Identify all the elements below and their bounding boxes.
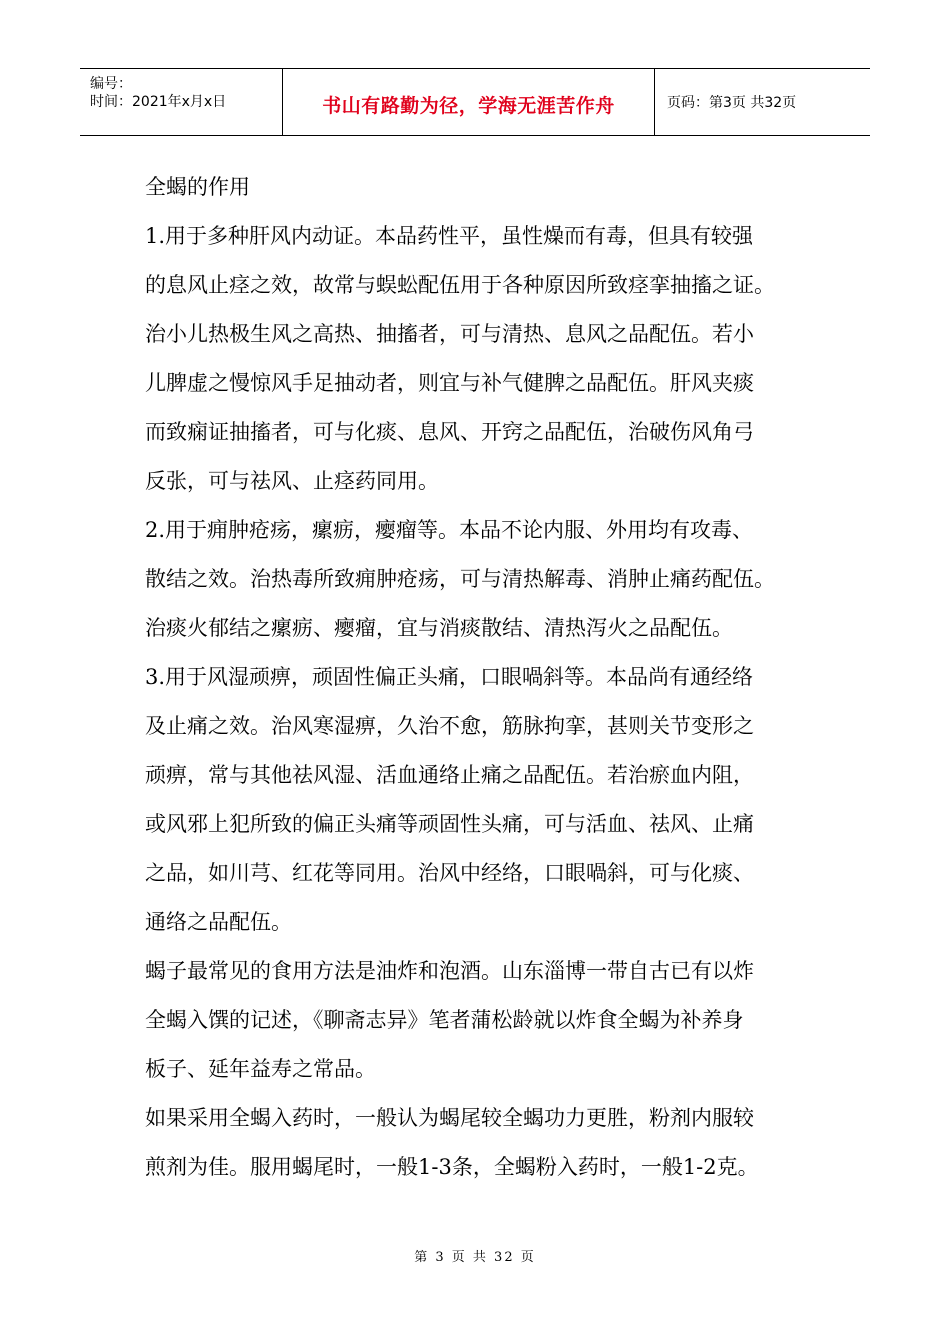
body-line: 如果采用全蝎入药时，一般认为蝎尾较全蝎功力更胜，粉剂内服较: [145, 1106, 754, 1130]
body-line: 板子、延年益寿之常品。: [145, 1057, 376, 1081]
page-footer: 第 3 页 共 32 页: [414, 1250, 536, 1265]
body-line: 煎剂为佳。服用蝎尾时，一般1-3条，全蝎粉入药时，一般1-2克。: [145, 1155, 759, 1179]
document-header: [80, 68, 870, 136]
body-line: 反张，可与祛风、止痉药同用。: [145, 469, 439, 493]
document-title: 全蝎的作用: [145, 175, 250, 199]
body-line: 治小儿热极生风之高热、抽搐者，可与清热、息风之品配伍。若小: [145, 322, 754, 346]
body-line: 之品，如川芎、红花等同用。治风中经络，口眼喎斜，可与化痰、: [145, 861, 754, 885]
body-line: 儿脾虚之慢惊风手足抽动者，则宜与补气健脾之品配伍。肝风夹痰: [145, 371, 754, 395]
body-line: 散结之效。治热毒所致痈肿疮疡，可与清热解毒、消肿止痛药配伍。: [145, 567, 775, 591]
body-line: 2.用于痈肿疮疡，瘰疬，瘿瘤等。本品不论内服、外用均有攻毒、: [145, 518, 754, 542]
body-line: 的息风止痉之效，故常与蜈蚣配伍用于各种原因所致痉挛抽搐之证。: [145, 273, 775, 297]
number-label: 编号：: [90, 76, 132, 92]
header-motto-cell: [283, 69, 655, 135]
header-page-cell: [655, 69, 870, 135]
date-label: 时间：2021年x月x日: [90, 94, 227, 110]
body-line: 全蝎入馔的记述，《聊斋志异》笔者蒲松龄就以炸食全蝎为补养身: [145, 1008, 744, 1032]
body-line: 3.用于风湿顽痹，顽固性偏正头痛，口眼喎斜等。本品尚有通经络: [145, 665, 754, 689]
body-line: 1.用于多种肝风内动证。本品药性平，虽性燥而有毒，但具有较强: [145, 224, 754, 248]
body-line: 顽痹，常与其他祛风湿、活血通络止痛之品配伍。若治瘀血内阻，: [145, 763, 754, 787]
body-line: 或风邪上犯所致的偏正头痛等顽固性头痛，可与活血、祛风、止痛: [145, 812, 754, 836]
header-meta-cell: [80, 69, 283, 135]
body-line: 而致痫证抽搐者，可与化痰、息风、开窍之品配伍，治破伤风角弓: [145, 420, 754, 444]
body-line: 通络之品配伍。: [145, 910, 292, 934]
page-info: 页码：第3页 共32页: [667, 95, 797, 111]
body-line: 及止痛之效。治风寒湿痹，久治不愈，筋脉拘挛，甚则关节变形之: [145, 714, 754, 738]
body-line: 治痰火郁结之瘰疬、瘿瘤，宜与消痰散结、清热泻火之品配伍。: [145, 616, 733, 640]
document-body: [145, 163, 825, 1192]
motto-text: 书山有路勤为径，学海无涯苦作舟: [322, 94, 615, 117]
body-line: 蝎子最常见的食用方法是油炸和泡酒。山东淄博一带自古已有以炸: [145, 959, 754, 983]
